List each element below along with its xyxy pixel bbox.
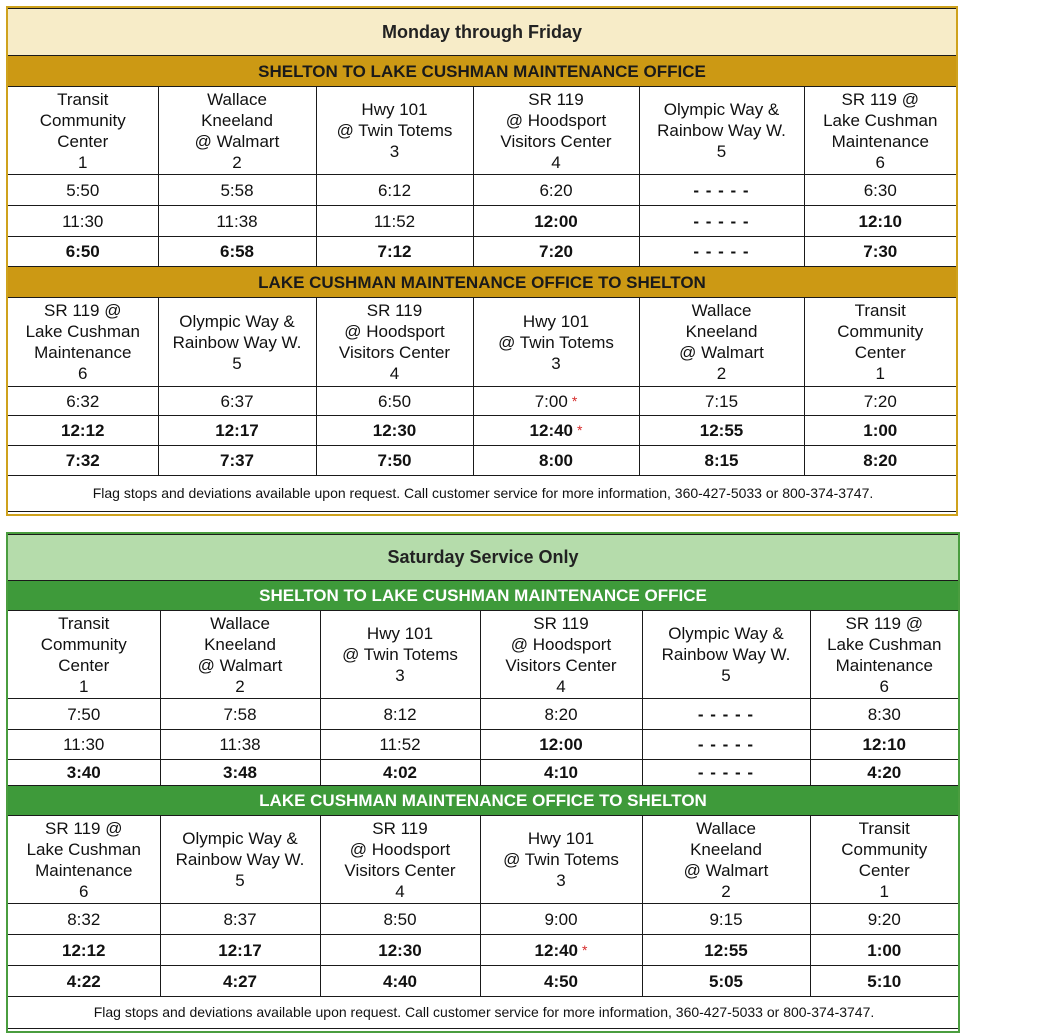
departure-time: [804, 175, 956, 206]
trip-row: [8, 760, 958, 786]
departure-time: [642, 966, 810, 997]
departure-time: [158, 446, 316, 476]
departure-time: [160, 935, 320, 966]
departure-time: [8, 760, 160, 786]
stop-header-line: @ Walmart: [194, 131, 280, 151]
stop-header: [8, 611, 160, 699]
departure-time: [160, 904, 320, 935]
stop-header: [8, 87, 158, 175]
departure-time: [316, 237, 473, 267]
trip-row: [8, 237, 956, 267]
stop-header-line: Kneeland: [685, 322, 758, 341]
stop-header: [316, 298, 473, 387]
time-value: 7:12: [377, 242, 412, 261]
time-value: 12:12: [62, 940, 106, 960]
departure-time: [8, 966, 160, 997]
departure-time: [473, 206, 639, 237]
time-value: 11:30: [62, 211, 104, 231]
time-value: 6:50: [377, 391, 412, 411]
time-value: 4:10: [543, 763, 579, 782]
stop-header-line: Hwy 101: [522, 311, 590, 331]
stop-header-row: [8, 816, 958, 904]
time-value: 12:55: [699, 421, 744, 440]
stop-header-line: @ Walmart: [679, 343, 764, 362]
asterisk-mark: *: [571, 392, 578, 409]
no-stop-cell: [639, 206, 804, 237]
time-value: 12:17: [215, 421, 259, 440]
departure-time: [473, 446, 639, 476]
departure-time: [804, 387, 956, 416]
stop-header-line: Rainbow Way W.: [172, 332, 302, 352]
stop-header-line: Community: [40, 634, 127, 654]
time-value: 8:30: [867, 704, 901, 724]
stop-header-line: 4: [551, 152, 561, 172]
time-value: 1:00: [867, 940, 902, 960]
stop-header-line: 1: [875, 364, 885, 383]
stop-header-line: SR 119 @: [44, 301, 122, 320]
time-value: 7:30: [863, 242, 898, 261]
departure-time: [160, 699, 320, 730]
stop-header-line: 3: [556, 871, 566, 890]
stop-header: [480, 611, 642, 699]
no-stop-cell: [639, 175, 804, 206]
stop-header-line: Wallace: [691, 301, 752, 320]
time-value: 9:20: [867, 909, 901, 929]
departure-time: [320, 935, 480, 966]
time-value: 5:10: [867, 971, 902, 991]
stop-header-line: 5: [721, 666, 731, 685]
stop-header-line: Community: [39, 110, 126, 130]
stop-header: [160, 611, 320, 699]
stop-header-line: Community: [837, 322, 924, 341]
stop-header: [804, 298, 956, 387]
time-value: 5:50: [66, 180, 100, 200]
weekday-table: [8, 8, 956, 512]
stop-header-line: Hwy 101: [361, 100, 428, 119]
stop-header-line: Lake Cushman: [827, 634, 942, 654]
weekday-schedule: [6, 6, 958, 516]
time-value: 8:12: [383, 704, 417, 724]
stop-header-line: Lake Cushman: [823, 110, 938, 130]
stop-header: [8, 298, 158, 387]
stop-header-line: Wallace: [210, 613, 270, 633]
stop-header-line: @ Hoodsport: [349, 839, 451, 859]
time-value: 7:58: [223, 704, 257, 724]
stop-header-line: 3: [395, 666, 405, 685]
direction-heading: LAKE CUSHMAN MAINTENANCE OFFICE TO SHELTON: [8, 786, 958, 816]
direction-row: [8, 581, 958, 611]
departure-time: [8, 730, 160, 760]
stop-header-line: Community: [841, 839, 928, 859]
time-value: 7:32: [65, 451, 100, 470]
stop-header-line: 6: [78, 364, 88, 383]
time-value: 7:37: [219, 451, 255, 470]
time-value: 5:05: [708, 971, 744, 991]
asterisk-mark: *: [577, 422, 583, 438]
time-value: 11:52: [373, 211, 416, 231]
time-value: 7:50: [67, 704, 101, 724]
stop-header: [639, 298, 804, 387]
stop-header-line: Kneeland: [204, 634, 276, 654]
stop-header-line: 1: [78, 152, 88, 172]
time-value: 12:10: [858, 211, 902, 231]
stop-header-line: Maintenance: [35, 860, 133, 880]
departure-time: [639, 416, 804, 446]
time-value: 7:15: [704, 391, 739, 411]
stop-header-line: @ Hoodsport: [344, 322, 445, 341]
stop-header: [316, 87, 473, 175]
stop-header-line: 1: [79, 676, 89, 696]
departure-time: [8, 446, 158, 476]
stop-header-line: Kneeland: [201, 110, 273, 130]
stop-header: [642, 611, 810, 699]
departure-time: [804, 206, 956, 237]
time-value: 3:48: [222, 763, 258, 782]
departure-time: [8, 387, 158, 416]
time-value: 8:00: [538, 451, 574, 470]
stop-header-line: Center: [58, 655, 110, 675]
stop-header: [642, 816, 810, 904]
stop-header-line: Wallace: [207, 89, 267, 109]
stop-header-line: Rainbow Way W.: [661, 645, 791, 664]
departure-time: [320, 966, 480, 997]
time-value: - - - - -: [697, 704, 755, 724]
stop-header-line: Transit: [57, 89, 109, 109]
departure-time: [158, 416, 316, 446]
departure-time: [160, 730, 320, 760]
stop-header-line: Transit: [854, 301, 906, 320]
direction-row: [8, 786, 958, 816]
saturday-schedule: [6, 532, 960, 1033]
departure-time: [810, 760, 958, 786]
departure-time: [316, 387, 473, 416]
stop-header-line: Maintenance: [34, 343, 132, 362]
departure-time: [810, 966, 958, 997]
stop-header-line: 5: [716, 142, 727, 161]
departure-time: [8, 904, 160, 935]
trip-row: [8, 730, 958, 760]
time-value: 11:52: [379, 735, 421, 754]
stop-header-line: SR 119: [372, 818, 428, 838]
departure-time: [480, 904, 642, 935]
stop-header-line: 4: [389, 364, 400, 383]
time-value: 11:30: [63, 735, 105, 754]
departure-time: [642, 904, 810, 935]
time-value: - - - - -: [693, 211, 750, 231]
no-stop-cell: [642, 699, 810, 730]
time-value: 3:40: [66, 763, 101, 782]
stop-header-line: @ Hoodsport: [505, 110, 607, 130]
departure-time: [320, 730, 480, 760]
time-value: 12:00: [534, 211, 578, 231]
schedule-title-row: [8, 535, 958, 581]
stop-header-line: Transit: [58, 613, 110, 633]
time-value: 9:15: [709, 909, 743, 929]
stop-header-line: 2: [235, 676, 245, 696]
time-value: - - - - -: [693, 242, 750, 261]
direction-heading: LAKE CUSHMAN MAINTENANCE OFFICE TO SHELTON: [8, 267, 956, 298]
time-value: 6:50: [65, 242, 100, 261]
stop-header-line: Visitors Center: [505, 655, 617, 675]
stop-header-line: 2: [721, 881, 731, 901]
stop-header-line: Olympic Way &: [179, 311, 295, 331]
stop-header-line: Visitors Center: [338, 343, 451, 362]
stop-header-line: 6: [879, 676, 889, 696]
stop-header-line: SR 119: [366, 301, 423, 320]
departure-time: [8, 699, 160, 730]
stop-header-line: Lake Cushman: [25, 322, 140, 341]
stop-header-line: @ Walmart: [197, 655, 283, 675]
departure-time: [158, 206, 316, 237]
stop-header: [160, 816, 320, 904]
departure-time: [158, 237, 316, 267]
saturday-table: [8, 534, 958, 1029]
stop-header-line: Transit: [858, 818, 910, 838]
departure-time: [473, 175, 639, 206]
stop-header-line: @ Hoodsport: [510, 634, 612, 654]
stop-header: [810, 611, 958, 699]
time-value: 11:38: [219, 735, 261, 754]
time-value: 8:15: [704, 451, 739, 470]
footer-row: [8, 476, 956, 512]
time-value: 9:00: [544, 909, 578, 929]
time-value: 8:20: [544, 704, 578, 724]
schedule-title: Saturday Service Only: [8, 535, 958, 581]
direction-row: [8, 56, 956, 87]
departure-time: [320, 904, 480, 935]
stop-header-line: Lake Cushman: [26, 839, 141, 859]
stop-header: [804, 87, 956, 175]
departure-time: [480, 699, 642, 730]
time-value: 12:40: [529, 421, 574, 440]
departure-time: [8, 237, 158, 267]
asterisk-mark: *: [582, 941, 588, 958]
time-value: 11:38: [216, 211, 258, 231]
schedule-title-row: [8, 9, 956, 56]
stop-header-line: SR 119 @: [845, 613, 923, 633]
trip-row: [8, 446, 956, 476]
departure-time: [804, 237, 956, 267]
time-value: 7:50: [377, 451, 412, 470]
departure-time: [8, 206, 158, 237]
departure-time: [639, 387, 804, 416]
time-value: 8:37: [223, 909, 257, 929]
stop-header-line: 6: [79, 881, 89, 901]
footer-note: Flag stops and deviations available upon request. Call customer service for more information, 360-427-5033 or 800-374-3747.: [8, 476, 956, 512]
stop-header-line: SR 119: [533, 613, 589, 633]
footer-note: Flag stops and deviations available upon request. Call customer service for more information, 360-427-5033 or 800-374-3747.: [8, 997, 958, 1029]
stop-header-line: Center: [854, 343, 906, 362]
stop-header-line: Hwy 101: [527, 829, 595, 848]
time-value: - - - - -: [697, 735, 755, 754]
time-value: 12:40: [534, 940, 579, 960]
stop-header-line: @ Twin Totems: [503, 850, 619, 869]
no-stop-cell: [642, 730, 810, 760]
stop-header-line: 2: [716, 364, 727, 383]
departure-time: [8, 416, 158, 446]
time-value: 6:58: [219, 242, 255, 261]
stop-header-line: @ Twin Totems: [498, 332, 614, 352]
time-value: 4:22: [66, 971, 101, 991]
stop-header: [158, 298, 316, 387]
stop-header: [639, 87, 804, 175]
time-value: 12:10: [862, 735, 906, 754]
trip-row: [8, 387, 956, 416]
time-value: 7:20: [538, 242, 574, 261]
direction-row: [8, 267, 956, 298]
time-value: 6:12: [377, 180, 412, 200]
no-stop-cell: [639, 237, 804, 267]
no-stop-cell: [642, 760, 810, 786]
departure-time: [8, 175, 158, 206]
stop-header: [480, 816, 642, 904]
direction-heading: SHELTON TO LAKE CUSHMAN MAINTENANCE OFFICE: [8, 56, 956, 87]
departure-time: [320, 699, 480, 730]
departure-time: [480, 760, 642, 786]
stop-header-row: [8, 87, 956, 175]
trip-row: [8, 966, 958, 997]
trip-row: [8, 416, 956, 446]
stop-header-line: Rainbow Way W.: [657, 121, 786, 140]
time-value: - - - - -: [697, 763, 755, 782]
departure-time: [316, 206, 473, 237]
stop-header: [473, 87, 639, 175]
time-value: 12:30: [378, 940, 422, 960]
stop-header-line: Center: [57, 131, 109, 151]
departure-time: [158, 387, 316, 416]
stop-header-line: @ Twin Totems: [336, 121, 453, 140]
departure-time: [810, 935, 958, 966]
departure-time: [473, 416, 639, 446]
stop-header-line: SR 119: [528, 89, 584, 109]
time-value: 12:12: [61, 421, 105, 440]
departure-time: [316, 416, 473, 446]
stop-header-line: 5: [235, 871, 245, 890]
time-value: 12:00: [539, 735, 583, 754]
stop-header-row: [8, 298, 956, 387]
departure-time: [473, 387, 639, 416]
departure-time: [473, 237, 639, 267]
time-value: 4:02: [382, 763, 418, 782]
stop-header-line: Maintenance: [831, 131, 929, 151]
stop-header-line: @ Twin Totems: [342, 645, 458, 664]
stop-header-line: Olympic Way &: [182, 829, 298, 848]
time-value: 1:00: [863, 421, 898, 440]
stop-header-line: Hwy 101: [366, 624, 434, 643]
departure-time: [8, 935, 160, 966]
departure-time: [480, 730, 642, 760]
stop-header: [8, 816, 160, 904]
departure-time: [316, 175, 473, 206]
trip-row: [8, 699, 958, 730]
stop-header-line: 3: [551, 353, 561, 373]
time-value: 6:37: [220, 391, 254, 411]
stop-header-line: Olympic Way &: [668, 624, 784, 643]
time-value: 7:20: [863, 391, 897, 411]
time-value: 8:50: [383, 909, 417, 929]
time-value: 8:32: [67, 909, 101, 929]
stop-header-line: 5: [232, 353, 242, 373]
departure-time: [642, 935, 810, 966]
stop-header-line: 2: [232, 152, 242, 172]
stop-header-line: Maintenance: [835, 655, 933, 675]
time-value: 4:40: [382, 971, 418, 991]
time-value: 4:20: [867, 763, 902, 782]
departure-time: [810, 904, 958, 935]
stop-header-line: 6: [875, 152, 885, 172]
trip-row: [8, 935, 958, 966]
stop-header-line: Center: [858, 860, 910, 880]
time-value: 6:20: [539, 180, 573, 200]
time-value: 6:30: [863, 180, 897, 200]
departure-time: [639, 446, 804, 476]
footer-row: [8, 997, 958, 1029]
stop-header-line: Visitors Center: [500, 131, 612, 151]
stop-header: [810, 816, 958, 904]
departure-time: [810, 699, 958, 730]
stop-header-line: SR 119 @: [841, 89, 919, 109]
stop-header-line: Visitors Center: [344, 860, 456, 880]
time-value: - - - - -: [693, 180, 750, 200]
trip-row: [8, 904, 958, 935]
time-value: 4:27: [222, 971, 258, 991]
stop-header: [158, 87, 316, 175]
stop-header-line: 4: [395, 881, 405, 901]
stop-header-line: SR 119 @: [45, 818, 123, 838]
stop-header-line: Olympic Way &: [663, 100, 780, 119]
departure-time: [480, 966, 642, 997]
departure-time: [320, 760, 480, 786]
stop-header-line: 3: [389, 142, 400, 161]
time-value: 8:20: [863, 451, 898, 470]
departure-time: [804, 446, 956, 476]
time-value: 12:55: [704, 940, 748, 960]
stop-header: [473, 298, 639, 387]
stop-header-line: Wallace: [696, 818, 756, 838]
stop-header: [320, 816, 480, 904]
time-value: 12:17: [218, 940, 262, 960]
departure-time: [316, 446, 473, 476]
departure-time: [804, 416, 956, 446]
schedule-title: Monday through Friday: [8, 9, 956, 56]
time-value: 12:30: [372, 421, 417, 440]
time-value: 6:32: [66, 391, 100, 411]
trip-row: [8, 175, 956, 206]
stop-header-line: Kneeland: [690, 839, 762, 859]
time-value: 4:50: [543, 971, 579, 991]
departure-time: [158, 175, 316, 206]
stop-header-line: 4: [556, 676, 566, 696]
trip-row: [8, 206, 956, 237]
stop-header-line: @ Walmart: [683, 860, 769, 880]
time-value: 7:00: [534, 391, 568, 411]
stop-header-line: 1: [879, 881, 889, 901]
departure-time: [480, 935, 642, 966]
direction-heading: SHELTON TO LAKE CUSHMAN MAINTENANCE OFFICE: [8, 581, 958, 611]
departure-time: [160, 760, 320, 786]
stop-header-row: [8, 611, 958, 699]
time-value: 5:58: [220, 180, 254, 200]
departure-time: [160, 966, 320, 997]
stop-header-line: Rainbow Way W.: [175, 850, 305, 869]
departure-time: [810, 730, 958, 760]
stop-header: [320, 611, 480, 699]
